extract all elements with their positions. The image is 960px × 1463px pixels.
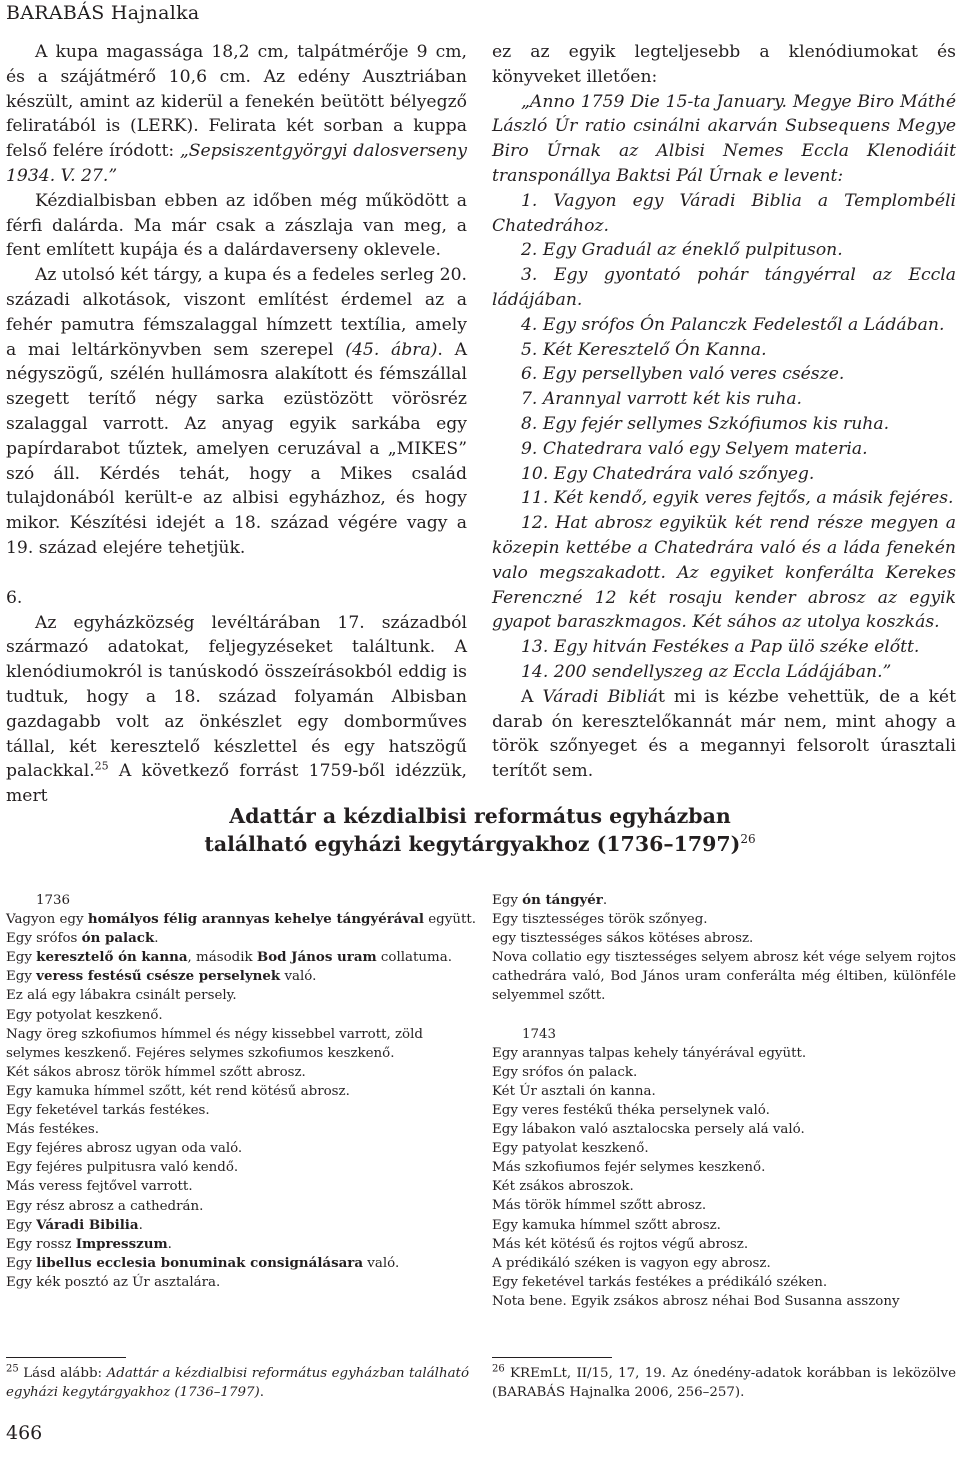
inventory-line: Egy kamuka hímmel szőtt abrosz. bbox=[492, 1217, 721, 1233]
inventory-line: Egy feketével tarkás festékes a prédikáló széken. bbox=[492, 1274, 828, 1290]
inventory-line: Egy veres festékű théka perselynek való. bbox=[492, 1102, 770, 1118]
left-column bbox=[6, 40, 467, 809]
quote-item: 8. Egy fejér sellymes Szkófiumos kis ruha. bbox=[521, 413, 890, 434]
inventory-line: Egy potyolat keszkenő. bbox=[6, 1007, 163, 1023]
inventory-line: Ez alá egy lábakra csinált persely. bbox=[6, 988, 237, 1004]
paragraph-textile: Az utolsó két tárgy, a kupa és a fedeles serleg 20. századi alkotások, viszont említést érdemel az a fehér pamutra fémszalaggal hímzett textília, amely a mai leltárkönyvben sem szerepel (45. ábra). A négyszögű, szélén hullámosra alakított és fémszállal szegett terítő négy sarka ezüstözött vörösréz szalaggal varrott. Az anyag egyik sarkába egy papírdarabot tűztek, amelyen ceruzával a „MIKES” szó áll. Kérdés tehát, hogy a Mikes család tulajdonából került-e az albisi egyházhoz, és hogy mikor. Készítési idejét a 18. század végére vagy a 19. század elejére tehetjük. bbox=[6, 265, 468, 558]
inventory-line: egy tisztességes sákos kötéses abrosz. bbox=[492, 931, 754, 947]
inventory-line: Egy fejéres abrosz ugyan oda való. bbox=[6, 1141, 243, 1157]
inventory-line: Nova collatio egy tisztességes selyem abrosz két vége selyem rojtos cathedrára való, Bod János uram conferálta még éltiben, különféle selyemmel szőtt. bbox=[492, 950, 956, 1004]
inventory-line: Egy libellus ecclesia bonuminak consignálásara való. bbox=[6, 1254, 400, 1271]
quote-intro: „Anno 1759 Die 15-ta January. Megye Biro Máthé László Úr ratio csinálni akarván Subsequens Megye Biro Úrnak az Albisi Nemes Eccla Klenodiáit transponállya Baktsi Pál Úrnak e levent: bbox=[492, 91, 956, 186]
inventory-line: Más veress fejtővel varrott. bbox=[6, 1179, 193, 1195]
inventory-line: Két Úr asztali ón kanna. bbox=[492, 1083, 656, 1099]
footnote-25: $^{25}$ Lásd alább: Adattár a kézdialbisi református egyházban található egyházi kegytárgyakhoz (1736–1797). bbox=[6, 1363, 470, 1401]
inventory-line: Egy lábakon való asztalocska persely alá való. bbox=[492, 1122, 805, 1138]
quote-item: 3. Egy gyontató pohár tángyérral az Eccla ládájában. bbox=[492, 265, 956, 310]
quote-item: 1. Vagyon egy Váradi Biblia a Templombéli Chatedrához. bbox=[492, 190, 956, 236]
paragraph-closing: A Váradi Bibliát mi is kézbe vehettük, de a két darab ón keresztelőkannát már nem, mint ahogy a török szőnyeget és a megannyi felsorolt úrasztali terítőt sem. bbox=[492, 686, 956, 782]
quote-item: 13. Egy hitván Festékes a Pap ülö széke előtt. bbox=[521, 637, 920, 658]
section-number: 6. bbox=[6, 587, 23, 608]
footnote-rule-left bbox=[6, 1357, 126, 1358]
inventory-line: Két zsákos abroszok. bbox=[492, 1179, 634, 1195]
quote-item: 6. Egy persellyben való veres csésze. bbox=[521, 364, 845, 385]
footnote-ref-26: 26 bbox=[740, 832, 756, 847]
inventory-line: Egy kék posztó az Úr asztalára. bbox=[6, 1274, 221, 1290]
inventory-line: Egy keresztelő ón kanna, második Bod János uram collatuma. bbox=[6, 949, 452, 966]
paragraph-continuation: ez az egyik legteljesebb a klenódiumokat és könyveket illetően: bbox=[492, 42, 956, 87]
inventory-line: Egy fejéres pulpitusra való kendő. bbox=[6, 1160, 239, 1176]
footnote-26: $^{26}$ KREmLt, II/15, 17, 19. Az ónedény-adatok korábban is leközölve (BARABÁS Hajnalka 2006, 256–257). bbox=[492, 1363, 956, 1401]
footnote-ref-25: 25 bbox=[94, 759, 109, 773]
inventory-line: Egy arannyas talpas kehely tányérával együtt. bbox=[492, 1045, 807, 1061]
running-head: BARABÁS Hajnalka bbox=[6, 2, 200, 24]
inventory-line: Más szkofiumos fejér selymes keszkenő. bbox=[492, 1160, 766, 1176]
year-heading: 1743 bbox=[522, 1026, 557, 1042]
quote-item: 5. Két Keresztelő Ón Kanna. bbox=[521, 339, 767, 360]
inventory-continuation-and-1743 bbox=[492, 891, 956, 1311]
quote-item: 9. Chatedrara való egy Selyem materia. bbox=[521, 438, 868, 459]
page-number: 466 bbox=[6, 1422, 43, 1444]
inventory-line: Egy srófos ón palack. bbox=[6, 930, 159, 947]
inventory-line: Két sákos abrosz török hímmel szőtt abrosz. bbox=[6, 1064, 306, 1080]
inventory-line: Egy rész abrosz a cathedrán. bbox=[6, 1198, 204, 1214]
inventory-line: Egy veress festésű csésze perselynek való. bbox=[6, 968, 317, 985]
section-heading: Adattár a kézdialbisi református egyházban található egyházi kegytárgyakhoz (1736–1797)$^{26}$ bbox=[204, 804, 756, 856]
right-column bbox=[492, 40, 956, 784]
inventory-line: Nagy öreg szkofiumos hímmel és négy kissebbel varrott, zöld selymes keszkenő. Fejéres selymes szkofiumos keszkenő. bbox=[6, 1026, 423, 1061]
inventory-line: Más festékes. bbox=[6, 1122, 100, 1138]
quote-item: 4. Egy srófos Ón Palanczk Fedelestől a Ládában. bbox=[521, 314, 945, 335]
quote-item: 11. Két kendő, egyik veres fejtős, a másik fejéres. bbox=[521, 488, 954, 509]
footnote-rule-right bbox=[492, 1357, 612, 1358]
inventory-line: Egy feketével tarkás festékes. bbox=[6, 1103, 210, 1119]
inventory-1736 bbox=[6, 891, 476, 1292]
inventory-line: Egy tisztességes török szőnyeg. bbox=[492, 912, 708, 928]
inventory-line: Egy Váradi Bibilia. bbox=[6, 1216, 143, 1233]
figure-reference: (45. ábra) bbox=[345, 339, 438, 360]
quote-item: 14. 200 sendellyszeg az Eccla Ládájában.” bbox=[521, 661, 892, 682]
cup-inscription: „Sepsiszentgyörgyi dalosverseny 1934. V. 27.” bbox=[6, 141, 467, 186]
inventory-line: Egy ón tángyér. bbox=[492, 892, 608, 908]
year-heading: 1736 bbox=[36, 893, 71, 908]
quote-item: 12. Hat abrosz egyikük két rend része megyen a közepin kettébe a Chatedrára való és a láda fenekén valo megszakadott. Az egyiket konferálta Kerekes Ferenczné 12 két rosaju kender abrosz az egyik gyapot baraszkmagos. Két sáhos az utolya koszkás. bbox=[492, 513, 956, 633]
inventory-line: Egy patyolat keszkenő. bbox=[492, 1141, 649, 1157]
inventory-line: Nota bene. Egyik zsákos abrosz néhai Bod Susanna asszony bbox=[492, 1293, 900, 1309]
inventory-line: Más török hímmel szőtt abrosz. bbox=[492, 1198, 707, 1214]
paragraph-choir: Kézdialbisban ebben az időben még működött a férfi dalárda. Ma már csak a zászlaja van meg, a fent említett kupája és a dalárdaverseny oklevele. bbox=[6, 190, 467, 261]
paragraph-archive: Az egyházközség levéltárában 17. századból származó adatokat, feljegyzéseket találtunk. A klenódiumokról is tanúskodó összeírásokból eddig is tudtuk, hogy a 18. század folyamán Albisban gazdagabb volt az önkészlet egy domborműves tállal, két keresztelő készlettel és egy hatszögű palackkal.$^{25}$ A következő forrást 1759-ből idézzük, mert bbox=[6, 612, 467, 807]
paragraph-cup-description: A kupa magassága 18,2 cm, talpátmérője 9 cm, és a szájátmérő 10,6 cm. Az edény Ausztriában készült, amint az kiderül a fenekén beütött bélyegző feliratából is (LERK). Felirata két sorban a kuppa felső felére íródott: „Sepsiszentgyörgyi dalosverseny 1934. V. 27.” bbox=[6, 42, 467, 186]
inventory-line: Vagyon egy homályos félig arannyas kehelye tángyérával együtt. bbox=[6, 911, 476, 928]
quote-item: 7. Arannyal varrott két kis ruha. bbox=[521, 389, 803, 410]
inventory-line: Egy srófos ón palack. bbox=[492, 1064, 638, 1080]
quote-item: 10. Egy Chatedrára való szőnyeg. bbox=[521, 463, 815, 484]
inventory-line: Egy kamuka hímmel szőtt, két rend kötésű abrosz. bbox=[6, 1083, 350, 1099]
inventory-line: A prédikáló széken is vagyon egy abrosz. bbox=[492, 1255, 771, 1271]
inventory-line: Más két kötésű és rojtos végű abrosz. bbox=[492, 1236, 749, 1252]
inventory-line: Egy rossz Impresszum. bbox=[6, 1235, 172, 1252]
quote-item: 2. Egy Graduál az éneklő pulpituson. bbox=[521, 240, 843, 261]
